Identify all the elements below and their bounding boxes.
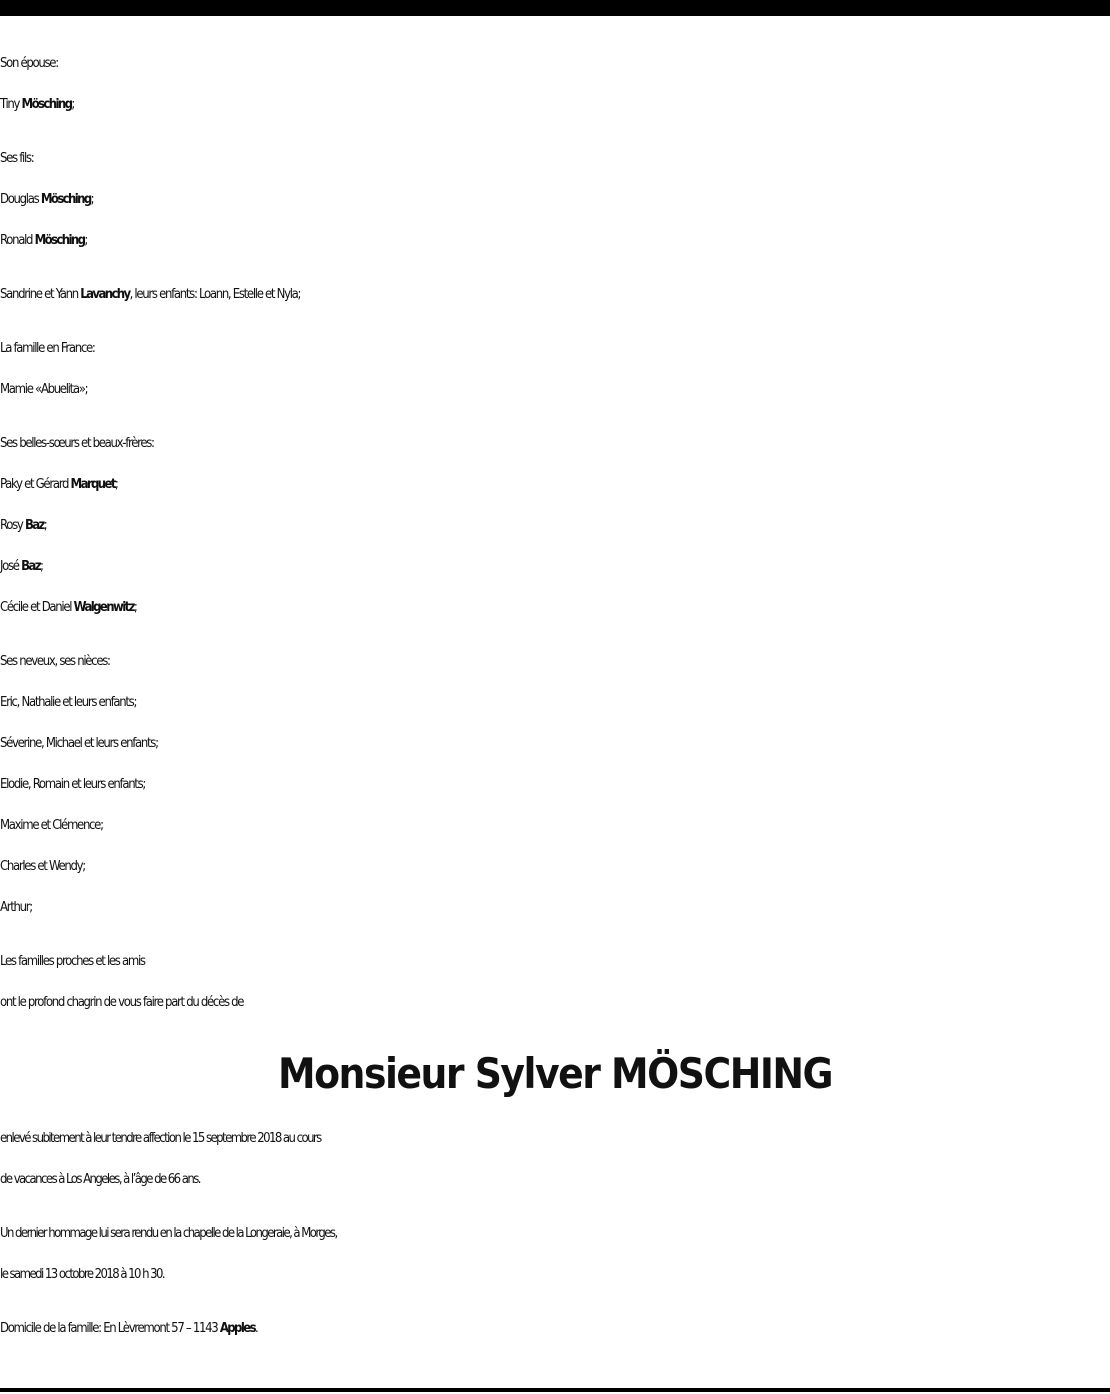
son-end: ; [90,192,94,207]
lavanchy-first-names: Sandrine et Yann [0,287,78,302]
domicile-end: . [254,1321,258,1336]
domicile-section [0,1308,1110,1349]
in-law-entry [0,587,1110,628]
sons-heading: Ses fils: [0,151,34,166]
in-laws-section [0,423,1110,628]
in-law-surname: Marquet [70,477,115,492]
death-details-section [0,1118,1110,1200]
lavanchy-surname: Lavanchy [80,287,130,302]
lavanchy-entry [0,274,1110,315]
son-end: ; [84,233,88,248]
nephews-section [0,641,1110,928]
in-law-end: ; [133,600,137,615]
son-first-name: Ronald [0,233,33,248]
death-details-line: enlevé subitement à leur tendre affection le 15 septembre 2018 au cours [0,1131,321,1146]
death-details-line: de vacances à Los Angeles, à l’âge de 66 ans. [0,1172,200,1187]
lavanchy-children: , leurs enfants: Loann, Estelle et Nyla; [129,287,301,302]
spouse-end: ; [71,97,75,112]
obituary-notice [0,43,1110,1362]
son-first-name: Douglas [0,192,39,207]
spouse-section [0,43,1110,125]
spouse-heading: Son épouse: [0,56,58,71]
ceremony-line: le samedi 13 octobre 2018 à 10 h 30. [0,1267,165,1282]
domicile-place: Apples [219,1321,255,1336]
france-family-heading: La famille en France: [0,341,95,356]
in-law-end: ; [39,559,43,574]
ceremony-line: Un dernier hommage lui sera rendu en la chapelle de la Longeraie, à Morges, [0,1226,337,1241]
in-law-entry [0,546,1110,587]
domicile-address: Domicile de la famille: En Lèvremont 57 – 1143 [0,1321,218,1336]
announcement-line: Les familles proches et les amis [0,954,145,969]
spouse-surname: Mösching [21,97,72,112]
in-law-first-names: Rosy [0,518,23,533]
sons-section [0,138,1110,261]
nephew-entry: Séverine, Michael et leurs enfants; [0,736,158,751]
in-law-first-names: Paky et Gérard [0,477,69,492]
france-family-entry: Mamie «Abuelita»; [0,382,88,397]
france-family-section [0,328,1110,410]
in-law-first-names: Cécile et Daniel [0,600,72,615]
nephew-entry: Eric, Nathalie et leurs enfants; [0,695,137,710]
top-rule [0,0,1110,16]
in-laws-heading: Ses belles-sœurs et beaux-frères: [0,436,154,451]
nephew-entry: Charles et Wendy; [0,859,85,874]
ceremony-section [0,1213,1110,1295]
in-law-end: ; [114,477,118,492]
spouse-first-name: Tiny [0,97,20,112]
in-law-surname: Baz [24,518,44,533]
spouse-entry [0,84,1110,125]
son-entry [0,220,1110,261]
in-law-first-names: José [0,559,19,574]
in-law-end: ; [43,518,47,533]
in-law-surname: Baz [21,559,40,574]
in-law-surname: Walgenwitz [73,600,134,615]
bottom-rule [0,1388,1110,1392]
son-entry [0,179,1110,220]
deceased-name: Monsieur Sylver MÖSCHING [277,1049,833,1098]
domicile-entry [0,1308,1110,1349]
in-law-entry [0,505,1110,546]
nephew-entry: Elodie, Romain et leurs enfants; [0,777,146,792]
nephew-entry: Arthur; [0,900,32,915]
son-surname: Mösching [34,233,85,248]
nephew-entry: Maxime et Clémence; [0,818,103,833]
lavanchy-section [0,274,1110,315]
nephews-heading: Ses neveux, ses nièces: [0,654,110,669]
announcement-section [0,941,1110,1023]
in-law-entry [0,464,1110,505]
announcement-line: ont le profond chagrin de vous faire part du décès de [0,995,244,1010]
son-surname: Mösching [40,192,91,207]
